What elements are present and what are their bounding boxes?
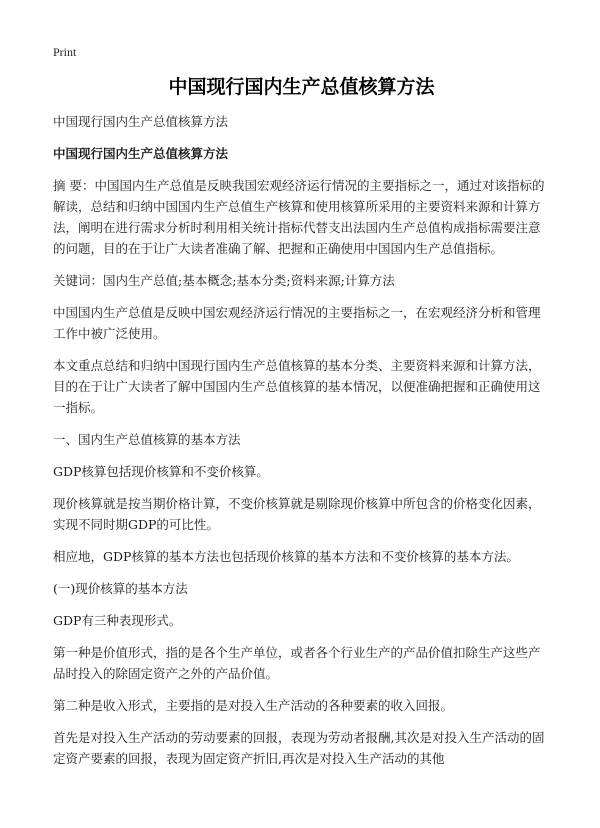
subtitle-paragraph: 中国现行国内生产总值核算方法: [53, 114, 229, 129]
keywords-paragraph: 关键词：国内生产总值;基本概念;基本分类;资料来源;计算方法: [53, 273, 395, 288]
document-title: 中国现行国内生产总值核算方法: [168, 76, 435, 98]
print-label: Print: [53, 45, 77, 59]
section-heading: 一、国内生产总值核算的基本方法: [53, 432, 241, 447]
body-paragraph: 相应地，GDP核算的基本方法也包括现价核算的基本方法和不变价核算的基本方法。: [53, 549, 519, 564]
body-paragraph: 第二种是收入形式，主要指的是对投入生产活动的各种要素的收入回报。: [53, 698, 454, 713]
body-paragraph: GDP核算包括现价核算和不变价核算。: [53, 464, 269, 479]
body-paragraph: 首先是对投入生产活动的劳动要素的回报，表现为劳动者报酬,其次是对投入生产活动的固定资产要素的回报，表现为固定资产折旧,再次是对投入生产活动的其他: [53, 730, 545, 766]
body-paragraph: 中国国内生产总值是反映中国宏观经济运行情况的主要指标之一，在宏观经济分析和管理工作中被广泛使用。: [53, 305, 541, 341]
body-paragraph: 第一种是价值形式，指的是各个生产单位，或者各个行业生产的产品价值扣除生产这些产品时投入的除固定资产之外的产品价值。: [53, 645, 541, 681]
subsection-heading: (一)现价核算的基本方法: [53, 581, 188, 596]
body-paragraph: GDP有三种表现形式。: [53, 613, 182, 628]
bold-heading-paragraph: 中国现行国内生产总值核算方法: [53, 146, 229, 161]
body-paragraph: 现价核算就是按当期价格计算，不变价核算就是剔除现价核算中所包含的价格变化因素，实现不同时期GDP的可比性。: [53, 496, 541, 532]
body-paragraph: 本文重点总结和归纳中国现行国内生产总值核算的基本分类、主要资料来源和计算方法，目的在于让广大读者了解中国国内生产总值核算的基本情况，以便准确把握和正确使用这一指标。: [53, 358, 541, 415]
abstract-paragraph: 摘 要：中国国内生产总值是反映我国宏观经济运行情况的主要指标之一，通过对该指标的解读，总结和归纳中国国内生产总值生产核算和使用核算所采用的主要资料来源和计算方法，阐明在进行需求分析时利用相关统计指标代替支出法国内生产总值构成指标需要注意的问题，目的在于让广大读者准确了解、把握和正确使用中国国内生产总值指标。: [53, 178, 545, 256]
